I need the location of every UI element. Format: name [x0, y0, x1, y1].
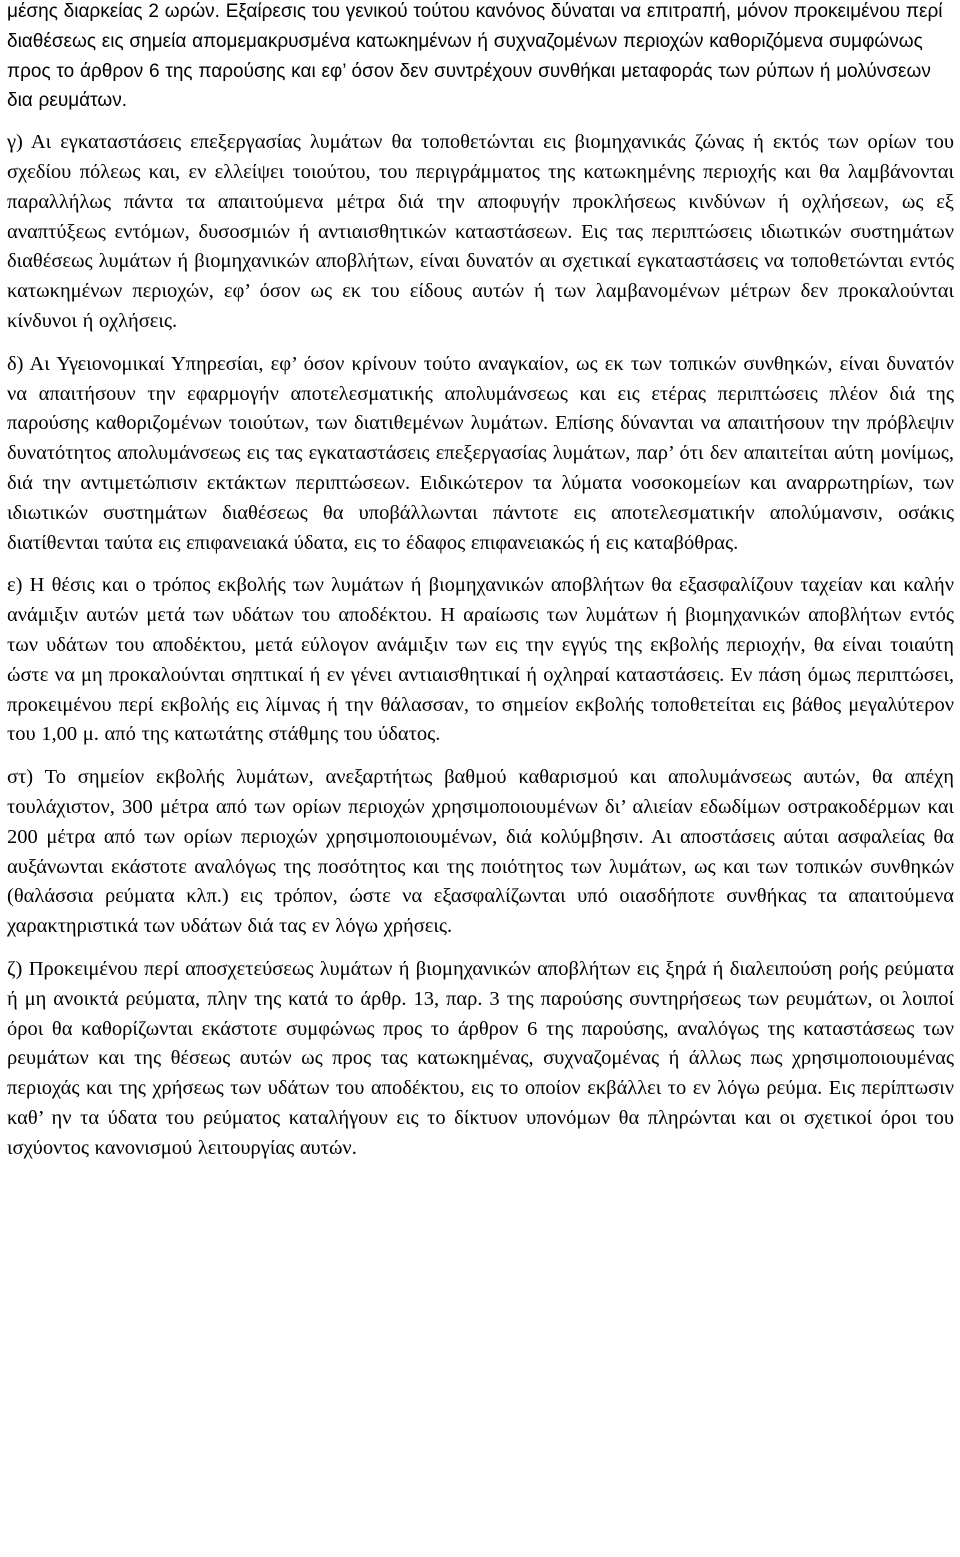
paragraph-epsilon: ε) Η θέσις και ο τρόπος εκβολής των λυμάτων ή βιομηχανικών αποβλήτων θα εξασφαλίζουν ταχείαν και καλήν ανάμιξιν αυτών μετά των υδάτων του αποδέκτου. Η αραίωσις των λυμάτων ή βιομηχανικών αποβλήτων εντός των υδάτων του αποδέκτου, μετά εύλογον ανάμιξιν των εις την εγγύς της εκβολής περιοχήν, θα είναι τοιαύτη ώστε να μη προκαλούνται σηπτικαί ή εν γένει αντιαισθητικαί ή οχληραί καταστάσεις. Εν πάση όμως περιπτώσει, προκειμένου περί εκβολής εις λίμνας ή την θάλασσαν, το σημείον εκβολής τοποθετείται εις βάθος μεγαλύτερον του 1,00 μ. από της κατωτάτης στάθμης του ύδατος. [7, 574, 954, 746]
paragraph-zeta: ζ) Προκειμένου περί αποσχετεύσεως λυμάτων ή βιομηχανικών αποβλήτων εις ξηρά ή διαλειπούση ροής ρεύματα ή μη ανοικτά ρεύματα, πλην της κατά το άρθρ. 13, παρ. 3 της παρούσης συντηρήσεως των ρευμάτων, οι λοιποί όροι θα καθορίζωνται εκάστοτε συμφώνως προς το άρθρον 6 της παρούσης, αναλόγως της καταστάσεως των ρευμάτων και της θέσεως αυτών ως προς τας κατωκημένας, συχναζομένας ή άλλως πως χρησιμοποιουμένας περιοχάς και της χρήσεως των υδάτων του αποδέκτου, εις το οποίον εκβάλλει το εν λόγω ρεύμα. Εις περίπτωσιν καθ’ ην τα ύδατα του ρεύματος καταλήγουν εις το δίκτυον υπονόμων θα πληρώνται και οι σχετικοί όροι του ισχύοντος κανονισμού λειτουργίας αυτών. [7, 957, 954, 1159]
paragraph-continuation: μέσης διαρκείας 2 ωρών. Εξαίρεσις του γενικού τούτου κανόνος δύναται να επιτραπή, μόνον προκειμένου περί διαθέσεως εις σημεία απομεμακρυσμένα κατωκημένων ή συχναζομένων περιοχών καθοριζόμενα συμφώνως προς το άρθρον 6 της παρούσης και εφ’ όσον δεν συντρέχουν συνθήκαι μεταφοράς των ρύπων ή μολύνσεων δια ρευμάτων. [7, 1, 943, 112]
paragraph-stigma: στ) Το σημείον εκβολής λυμάτων, ανεξαρτήτως βαθμού καθαρισμού και απολυμάνσεως αυτών, θα απέχη τουλάχιστον, 300 μέτρα από των ορίων περιοχών χρησιμοποιουμένων δι’ αλιείαν εδωδίμων οστρακοδέρμων και 200 μέτρα από των ορίων περιοχών χρησιμοποιουμένων, διά κολύμβησιν. Αι αποστάσεις αύται ασφαλείας θα αυξάνωνται εκάστοτε αναλόγως της ποσότητος και της ποιότητος των λυμάτων, ως και των τοπικών συνθηκών (θαλάσσια ρεύματα κλπ.) εις τρόπον, ώστε να εξασφαλίζωνται υπό οιασδήποτε συνθήκας τα απαιτούμενα χαρακτηριστικά των υδάτων διά τας εν λόγω χρήσεις. [7, 766, 954, 938]
document-page [7, 0, 954, 1176]
paragraph-delta: δ) Αι Υγειονομικαί Υπηρεσίαι, εφ’ όσον κρίνουν τούτο αναγκαίον, ως εκ των τοπικών συνθηκών, είναι δυνατόν να απαιτήσουν την εφαρμογήν αποτελεσματικής απολυμάνσεως και εις ετέρας περιπτώσεις πλέον διά της παρούσης καθοριζομένων τοιούτων, των διατιθεμένων λυμάτων. Επίσης δύνανται να απαιτήσουν την πρόβλεψιν δυνατότητος απολυμάνσεως εις τας εγκαταστάσεις επεξεργασίας λυμάτων, παρ’ ότι δεν απαιτείται αύτη μονίμως, διά την αντιμετώπισιν εκτάκτων περιπτώσεων. Ειδικώτερον τα λύματα νοσοκομείων και αναρρωτηρίων, των ιδιωτικών συστημάτων διαθέσεως θα υποβάλλωνται πάντοτε εις αποτελεσματικήν απολύμανσιν, οσάκις διατίθενται ταύτα εις επιφανειακά ύδατα, εις το έδαφος επιφανειακώς ή εις καταβόθρας. [7, 352, 954, 554]
paragraph-gamma: γ) Αι εγκαταστάσεις επεξεργασίας λυμάτων θα τοποθετώνται εις βιομηχανικάς ζώνας ή εκτός των ορίων του σχεδίου πόλεως και, εν ελλείψει τοιούτου, του περιγράμματος της κατωκημένης περιοχής και θα λαμβάνονται παραλλήλως πάντα τα απαιτούμενα μέτρα διά την αποφυγήν προκλήσεως κινδύνων ή οχλήσεων, ως εξ αναπτύξεως εντόμων, δυσοσμιών ή αντιαισθητικών καταστάσεων. Εις τας περιπτώσεις ιδιωτικών συστημάτων διαθέσεως λυμάτων ή βιομηχανικών αποβλήτων, είναι δυνατόν αι σχετικαί εγκαταστάσεις να τοποθετώνται εντός κατωκημένων περιοχών, εφ’ όσον ως εκ του είδους αυτών ή των λαμβανομένων μέτρων δεν προκαλούνται κίνδυνοι ή οχλήσεις. [7, 131, 954, 332]
